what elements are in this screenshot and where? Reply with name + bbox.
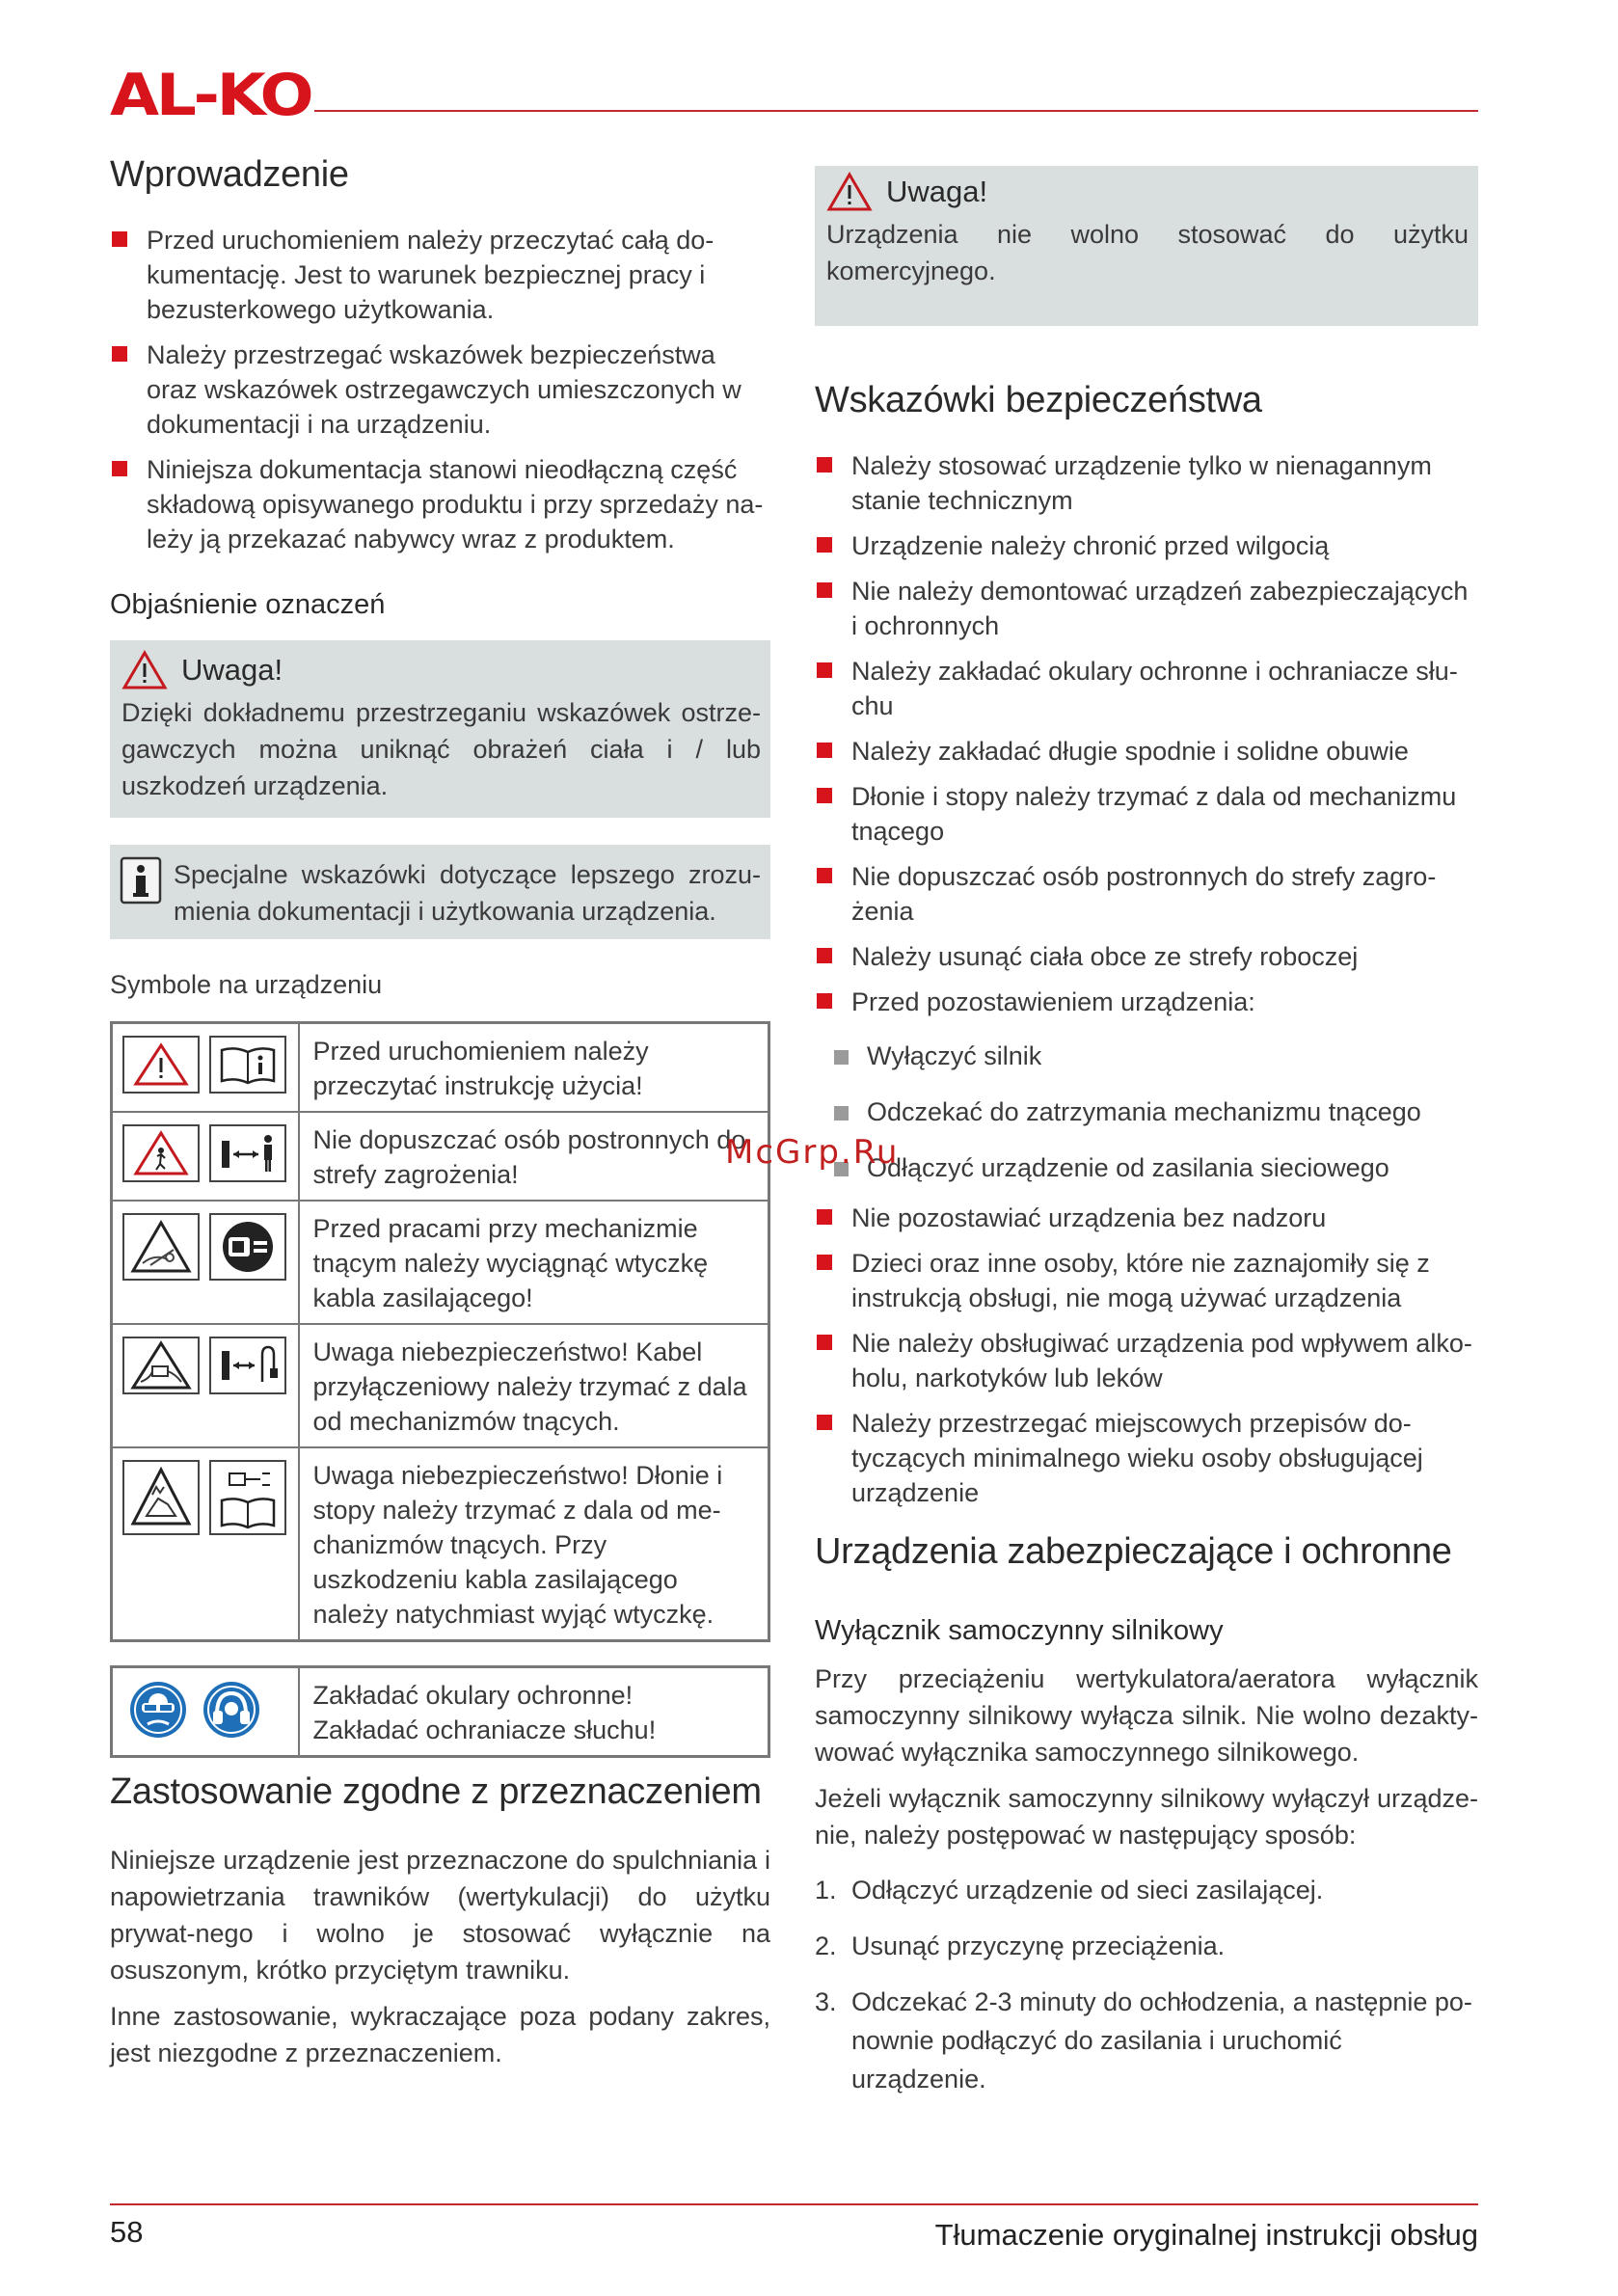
symbol-text: Uwaga niebezpieczeństwo! Dłonie i stopy należy trzymać z dala od me-chanizmów tnących. Przy uszkodzeniu kabla zasilającego należy natychmiast wyjąć wtyczkę. [299, 1447, 769, 1641]
list-item: Przed uruchomieniem należy przeczytać całą do-kumentację. Jest to warunek bezpiecznej pracy i bezusterkowego użytkowania. [110, 223, 770, 327]
list-item: Należy stosować urządzenie tylko w nienagannym stanie technicznym [815, 448, 1478, 518]
table-row [112, 1447, 769, 1641]
warning-title: Uwaga! [181, 653, 283, 687]
list-item: Dzieci oraz inne osoby, które nie zaznajomiły się z instrukcją obsługi, nie mogą używać urządzenia [815, 1246, 1478, 1315]
warning-notice [815, 166, 1478, 326]
header-rule [314, 110, 1478, 112]
right-column [815, 166, 1478, 2116]
ear-protection-icon [202, 1680, 261, 1740]
bullet-square-icon [817, 948, 832, 963]
list-item: Nie pozostawiać urządzenia bez nadzoru [815, 1201, 1478, 1235]
table-row [112, 1023, 769, 1113]
usage-title: Zastosowanie zgodne z przeznaczeniem [110, 1771, 762, 1812]
symbols-title: Symbole na urządzeniu [110, 970, 383, 999]
bullet-square-icon [817, 457, 832, 473]
thrown-objects-warning-icon [122, 1124, 200, 1182]
list-item: Należy usunąć ciała obce ze strefy roboczej [815, 939, 1478, 974]
warning-triangle-icon [122, 1036, 200, 1094]
list-item: Odłączyć urządzenie od zasilania sieciowego [815, 1150, 1478, 1185]
intro-list [110, 223, 770, 556]
alko-logo: AL-KO [110, 62, 311, 129]
list-item: Nie należy demontować urządzeń zabezpieczających i ochronnych [815, 574, 1478, 643]
warning-triangle-icon [121, 650, 168, 690]
steps-list [815, 1871, 1478, 2098]
bullet-square-icon [817, 743, 832, 758]
bullet-square-icon [834, 1106, 849, 1121]
list-item: Należy przestrzegać wskazówek bezpieczeństwa oraz wskazówek ostrzegawczych umieszczonych w dokumentacji i na urządzeniu. [110, 338, 770, 442]
bullet-square-icon [817, 1415, 832, 1430]
list-item: 3. Odczekać 2-3 minuty do ochłodzenia, a następnie po-nownie podłączyć do zasilania i uruchomić urządzenie. [815, 1987, 1472, 2093]
warning-text: Urządzenia nie wolno stosować do użytku komercyjnego. [826, 220, 1469, 285]
list-item: Należy przestrzegać miejscowych przepisów do-tyczących minimalnego wieku osoby obsługującej urządzenie [815, 1406, 1478, 1510]
usage-paragraph: Niniejsze urządzenie jest przeznaczone do spulchniania i napowietrzania trawników (wertykulacji) do użytku prywat-nego i wolno je stosować wyłącznie na osuszonym, krótko przyciętym trawniku. [110, 1846, 770, 1985]
table-row [112, 1324, 769, 1447]
cable-distance-icon [209, 1337, 286, 1394]
bullet-square-icon [817, 1209, 832, 1225]
breaker-title: Wyłącznik samoczynny silnikowy [815, 1615, 1224, 1646]
safety-title: Wskazówki bezpieczeństwa [815, 380, 1262, 420]
left-column [110, 154, 770, 2081]
bullet-square-icon [817, 868, 832, 883]
usage-paragraph: Inne zastosowanie, wykraczające poza podany zakres, jest niezgodne z przeznaczeniem. [110, 2002, 770, 2067]
bullet-square-icon [834, 1050, 849, 1065]
safety-goggles-icon [128, 1680, 188, 1740]
list-item: 1. Odłączyć urządzenie od sieci zasilającej. [815, 1876, 1324, 1904]
hands-feet-hazard-icon [122, 1460, 200, 1535]
symbol-text: Nie dopuszczać osób postronnych do strefy zagrożenia! [299, 1112, 769, 1201]
bullet-square-icon [817, 582, 832, 598]
safety-list [815, 448, 1478, 1019]
symbols-table [110, 1021, 770, 1642]
list-item: Dłonie i stopy należy trzymać z dala od mechanizmu tnącego [815, 779, 1478, 849]
list-item: Nie należy obsługiwać urządzenia pod wpływem alko-holu, narkotyków lub leków [815, 1326, 1478, 1395]
ppe-table [110, 1665, 770, 1758]
safety-list [815, 1201, 1478, 1510]
bullet-square-icon [817, 537, 832, 553]
breaker-paragraph: Przy przeciążeniu wertykulatora/aeratora wyłącznik samoczynny silnikowy wyłącza silnik. Nie wolno dezakty-wować wyłącznika samoczynnego silnikowego. [815, 1664, 1478, 1767]
list-item: Urządzenie należy chronić przed wilgocią [815, 528, 1478, 563]
bullet-square-icon [112, 231, 127, 247]
unplug-icon [209, 1213, 286, 1281]
unplug-manual-icon [209, 1460, 286, 1535]
warning-title: Uwaga! [886, 175, 988, 208]
list-item: Niniejsza dokumentacja stanowi nieodłączną część składową opisywanego produktu i przy sprzedaży na-leży ją przekazać nabywcy wraz z produktem. [110, 452, 770, 556]
bullet-square-icon [112, 461, 127, 476]
symbol-text: Przed uruchomieniem należy przeczytać instrukcję użycia! [299, 1023, 769, 1113]
read-manual-icon [209, 1036, 286, 1094]
cable-hazard-warning-icon [122, 1337, 200, 1394]
ppe-goggles-text: Zakładać okulary ochronne! [312, 1681, 634, 1710]
safety-sublist [815, 1039, 1478, 1185]
intro-title: Wprowadzenie [110, 154, 349, 195]
bullet-square-icon [817, 1255, 832, 1270]
warning-text: Dzięki dokładnemu przestrzeganiu wskazówek ostrze-gawczych można uniknąć obrażeń ciała i / lub uszkodzeń urządzenia. [121, 698, 761, 800]
legend-title: Objaśnienie oznaczeń [110, 589, 386, 620]
page-number: 58 [110, 2215, 144, 2249]
table-row [112, 1112, 769, 1201]
bullet-square-icon [817, 993, 832, 1009]
symbol-text: Uwaga niebezpieczeństwo! Kabel przyłączeniowy należy trzymać z dala od mechanizmów tnących. [299, 1324, 769, 1447]
bullet-square-icon [112, 346, 127, 362]
bullet-square-icon [817, 662, 832, 678]
table-row [112, 1201, 769, 1324]
list-item: Nie dopuszczać osób postronnych do strefy zagro-żenia [815, 859, 1478, 929]
info-icon [120, 856, 162, 905]
bullet-square-icon [817, 788, 832, 803]
list-item: 2. Usunąć przyczynę przeciążenia. [815, 1931, 1226, 1960]
keep-distance-icon [209, 1124, 286, 1182]
list-item: Przed pozostawieniem urządzenia: [815, 985, 1478, 1019]
list-item: Należy zakładać długie spodnie i solidne obuwie [815, 734, 1478, 769]
ppe-ear-text: Zakładać ochraniacze słuchu! [312, 1715, 657, 1744]
list-item: Odczekać do zatrzymania mechanizmu tnącego [815, 1094, 1478, 1129]
blade-hazard-warning-icon [122, 1213, 200, 1281]
warning-triangle-icon [826, 172, 873, 212]
info-text: Specjalne wskazówki dotyczące lepszego zrozu-mienia dokumentacji i użytkowania urządzenia. [174, 860, 761, 926]
breaker-paragraph: Jeżeli wyłącznik samoczynny silnikowy wyłączył urządze-nie, należy postępować w następujący sposób: [815, 1784, 1478, 1850]
footer-title: Tłumaczenie oryginalnej instrukcji obsług [934, 2218, 1478, 2252]
protect-title: Urządzenia zabezpieczające i ochronne [815, 1531, 1452, 1572]
bullet-square-icon [817, 1335, 832, 1350]
info-notice [110, 845, 770, 939]
warning-notice [110, 640, 770, 818]
watermark: McGrp.Ru [725, 1133, 900, 1172]
symbol-text: Przed pracami przy mechanizmie tnącym należy wyciągnąć wtyczkę kabla zasilającego! [299, 1201, 769, 1324]
footer-rule [110, 2203, 1478, 2205]
list-item: Należy zakładać okulary ochronne i ochraniacze słu-chu [815, 654, 1478, 723]
list-item: Wyłączyć silnik [815, 1039, 1478, 1073]
table-row [112, 1667, 769, 1757]
